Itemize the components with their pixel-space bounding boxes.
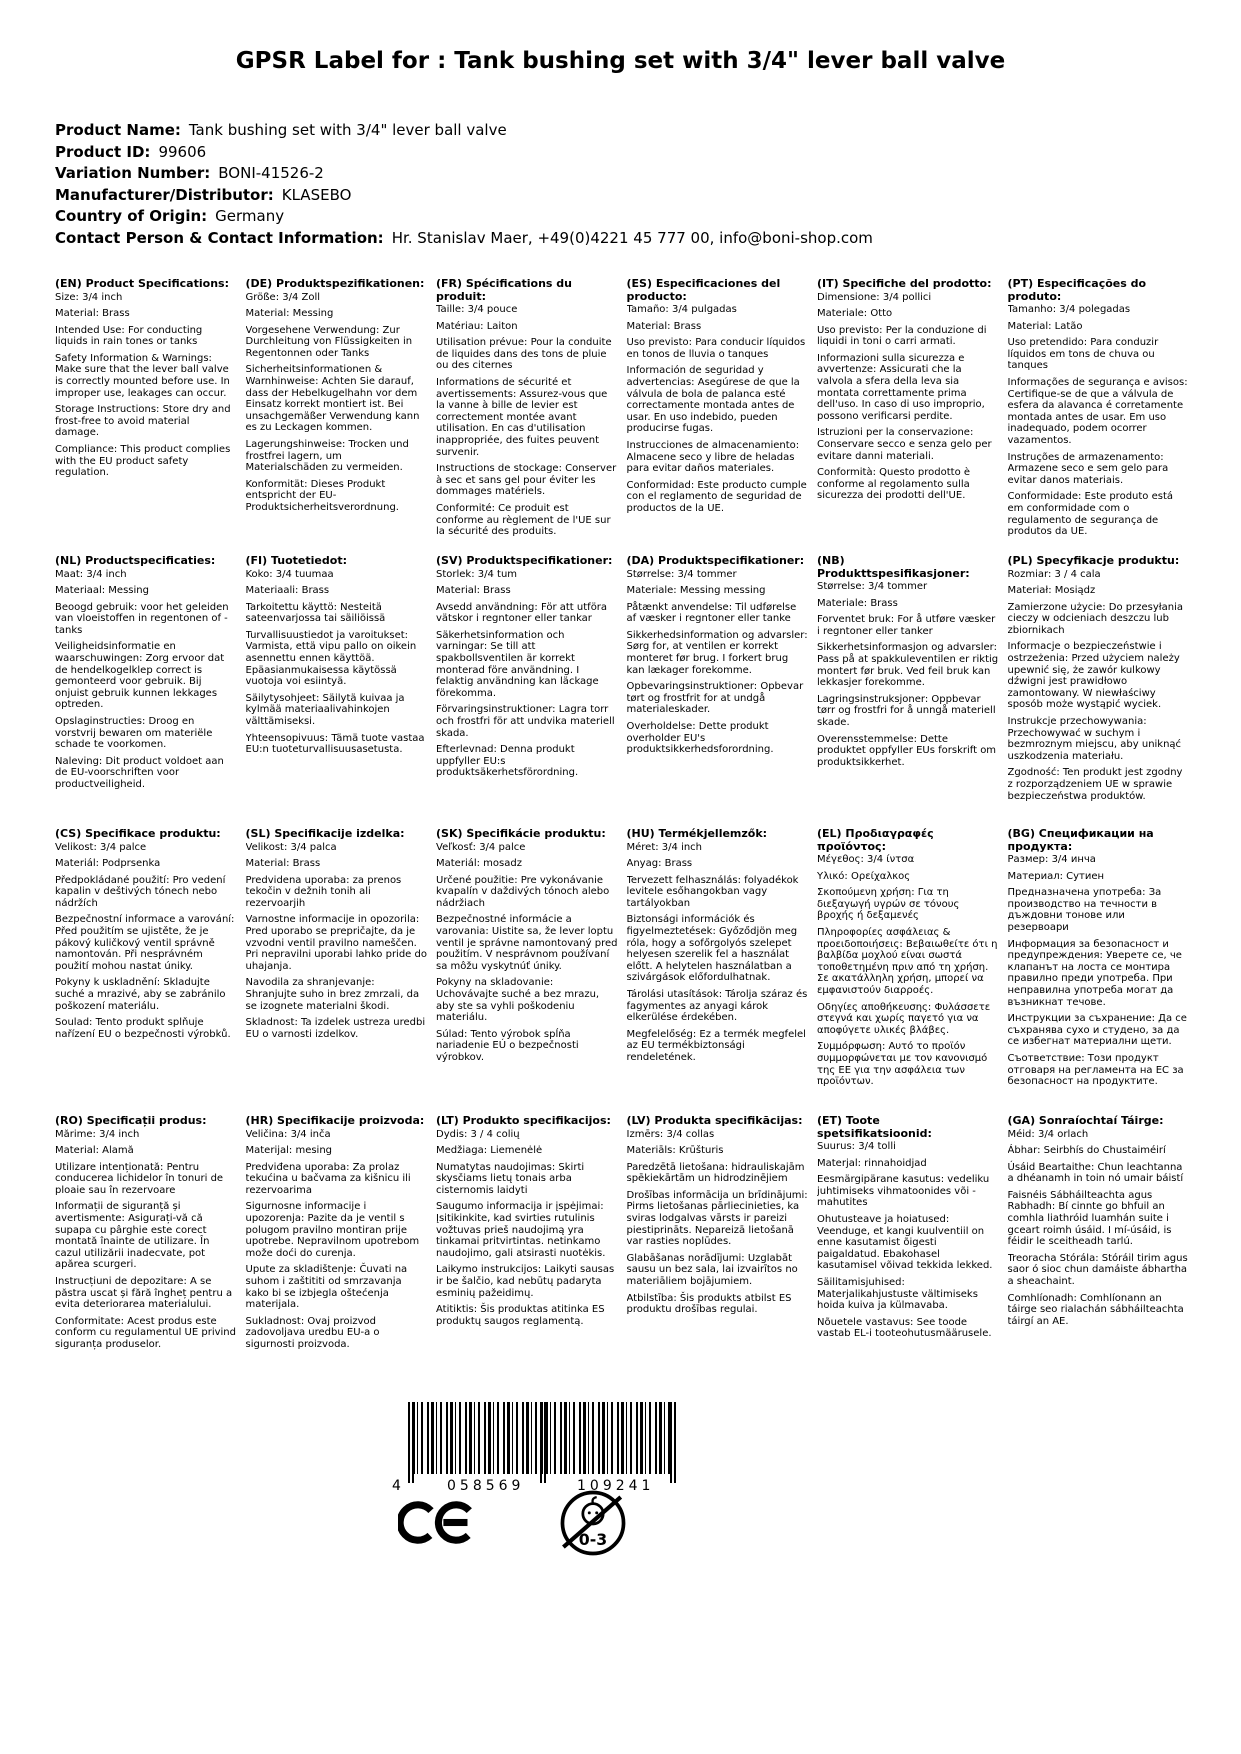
spec-paragraph: Размер: 3/4 инча bbox=[1007, 854, 1096, 865]
lang-block-paragraphs bbox=[246, 1129, 428, 1351]
spec-paragraph: Υλικό: Ορείχαλκος bbox=[817, 870, 911, 882]
spec-paragraph: Mărime: 3/4 inch bbox=[55, 1128, 140, 1140]
lang-block-sk bbox=[436, 828, 618, 1115]
product-info-row bbox=[55, 163, 1055, 185]
product-info-label: Product Name: bbox=[55, 121, 181, 139]
lang-block-bg bbox=[1008, 828, 1190, 1115]
spec-paragraph: Instrucțiuni de depozitare: A se păstra uscat și fără îngheț pentru a evita deteriorarea materialului. bbox=[55, 1276, 233, 1311]
lang-block-paragraphs bbox=[55, 292, 237, 479]
spec-paragraph: Méret: 3/4 inch bbox=[626, 841, 703, 853]
spec-paragraph: Drošības informācija un brīdinājumi: Pirms lietošanas pārliecinieties, ka sviras lodgalvas vārsts ir pareizi piestiprināts. Nepareizā lietošanā var rasties noplūdes. bbox=[626, 1189, 808, 1248]
spec-paragraph: Инструкции за съхранение: Да се съхранява сухо и студено, за да се избегнат материални щети. bbox=[1007, 1013, 1187, 1048]
product-info-value: Tank bushing set with 3/4" lever ball valve bbox=[188, 121, 507, 139]
spec-paragraph: Lagerungshinweise: Trocken und frostfrei lagern, um Materialschäden zu vermeiden. bbox=[245, 439, 409, 474]
barcode-left-digits: 058569 bbox=[447, 1478, 525, 1494]
spec-paragraph: Lagringsinstruksjoner: Oppbevar tørr og frostfri for å unngå materiell skade. bbox=[817, 693, 996, 728]
ce-mark-icon bbox=[398, 1494, 476, 1555]
spec-paragraph: Material: Brass bbox=[626, 320, 702, 332]
spec-paragraph: Conformitate: Acest produs este conform cu regulamentul UE privind siguranța produselor. bbox=[55, 1315, 236, 1350]
spec-paragraph: Utilizare intenționată: Pentru conducerea lichidelor în tonuri de ploaie sau în rezervoare bbox=[55, 1161, 224, 1196]
spec-paragraph: Určené použitie: Pre vykonávanie kvapalín v daždivých tónoch alebo nádržiach bbox=[436, 874, 610, 909]
lang-block-paragraphs bbox=[1008, 304, 1190, 538]
spec-paragraph: Materiāls: Krūšturis bbox=[626, 1145, 724, 1157]
spec-paragraph: Informacje o bezpieczeństwie i ostrzeżenia: Przed użyciem należy upewnić się, że zawór kulkowy dźwigni jest prawidłowo zamontowany. W niewłaściwy sposób może wystąpić wyciek. bbox=[1007, 641, 1180, 711]
lang-block-paragraphs bbox=[246, 842, 428, 1041]
spec-paragraph: Instrucciones de almacenamiento: Almacene seco y libre de heladas para evitar daños materiales. bbox=[626, 439, 800, 475]
spec-paragraph: Storlek: 3/4 tum bbox=[436, 568, 518, 580]
spec-paragraph: Conformité: Ce produit est conforme au règlement de l'UE sur la sécurité des produits. bbox=[436, 502, 611, 538]
lang-block-paragraphs bbox=[436, 569, 618, 780]
spec-paragraph: Materijal: mesing bbox=[245, 1145, 333, 1157]
lang-block-heading: (FR) Spécifications du produit: bbox=[436, 278, 573, 303]
spec-paragraph: Turvallisuustiedot ja varoitukset: Varmista, että vipu pallo on oikein asennettu ennen käyttöä. Epäasianmukaisessa käytössä vuotoja voi esiintyä. bbox=[245, 629, 417, 688]
spec-paragraph: Paredzētā lietošana: hidrauliskajām spēkiekārtām un hidrodzinējiem bbox=[626, 1161, 805, 1185]
lang-block-paragraphs bbox=[817, 854, 999, 1088]
spec-paragraph: Materiale: Otto bbox=[817, 308, 893, 320]
lang-block-paragraphs bbox=[627, 1129, 809, 1316]
spec-paragraph: Skladnost: Ta izdelek ustreza uredbi EU o varnosti izdelkov. bbox=[245, 1017, 426, 1040]
spec-paragraph: Materiale: Messing messing bbox=[626, 585, 766, 597]
lang-block-lt bbox=[436, 1115, 618, 1356]
spec-paragraph: Eesmärgipärane kasutus: vedeliku juhtimiseks vihmatoonides või -mahutites bbox=[817, 1174, 990, 1209]
spec-paragraph: Medžiaga: Liemenėlė bbox=[436, 1145, 543, 1157]
spec-paragraph: Varnostne informacije in opozorila: Pred uporabo se prepričajte, da je vzvodni ventil pravilno nameščen. Pri nepravilni uporabi lahko pride do uhajanja. bbox=[245, 914, 427, 972]
spec-paragraph: Sigurnosne informacije i upozorenja: Pazite da je ventil s polugom pravilno montiran prije upotrebe. Nepravilnom upotrebom može doći do curenja. bbox=[245, 1201, 420, 1259]
spec-paragraph: Safety Information & Warnings: Make sure that the lever ball valve is correctly mounted before use. In improper use, leakages can occur. bbox=[55, 352, 230, 399]
spec-paragraph: Materiaal: Messing bbox=[55, 585, 149, 597]
spec-paragraph: Größe: 3/4 Zoll bbox=[245, 291, 321, 303]
spec-paragraph: Sikkerhetsinformasjon og advarsler: Pass på at spakkuleventilen er riktig montert før bruk. Ved feil bruk kan lekkasjer forekomme. bbox=[817, 642, 999, 689]
lang-block-pl bbox=[1008, 555, 1190, 828]
lang-block-heading: (SL) Specifikacije izdelka: bbox=[245, 828, 405, 840]
spec-paragraph: Storage Instructions: Store dry and frost-free to avoid material damage. bbox=[55, 404, 231, 439]
lang-block-cs bbox=[55, 828, 237, 1115]
product-info-row bbox=[55, 228, 1055, 250]
product-info-label: Product ID: bbox=[55, 142, 151, 161]
spec-paragraph: Säilitamisjuhised: Materjalikahjustuste vältimiseks hoida kuiva ja külmavaba. bbox=[817, 1276, 978, 1312]
spec-paragraph: Naleving: Dit product voldoet aan de EU-voorschriften voor productveiligheid. bbox=[55, 755, 224, 790]
spec-paragraph: Materiaali: Brass bbox=[245, 585, 330, 597]
spec-paragraph: Utilisation prévue: Pour la conduite de liquides dans des tons de pluie ou des citernes bbox=[436, 337, 612, 372]
spec-paragraph: Intended Use: For conducting liquids in rain tones or tanks bbox=[55, 324, 203, 348]
spec-paragraph: Informații de siguranță și avertismente: Asigurați-vă că supapa cu pârghie este corect montată înainte de utilizare. În cazul utilizării inadecvate, pot apărea scurgeri. bbox=[55, 1201, 210, 1271]
spec-paragraph: Glabāšanas norādījumi: Uzglabāt sausu un bez sala, lai izvairītos no materiāliem bojājumiem. bbox=[626, 1252, 798, 1288]
spec-paragraph: Zamierzone użycie: Do przesyłania cieczy w odcieniach deszczu lub zbiornikach bbox=[1007, 601, 1183, 636]
lang-block-heading: (ES) Especificaciones del producto: bbox=[626, 278, 781, 303]
spec-paragraph: Σκοπούμενη χρήση: Για τη διεξαγωγή υγρών σε τόνους βροχής ή δεξαμενές bbox=[817, 887, 960, 922]
spec-paragraph: Velikost: 3/4 palca bbox=[245, 841, 337, 853]
product-info-value: BONI-41526-2 bbox=[218, 164, 324, 182]
spec-paragraph: Predviđena uporaba: Za prolaz tekućina u bačvama za kišnicu ili rezervoarima bbox=[245, 1161, 411, 1196]
spec-paragraph: Οδηγίες αποθήκευσης: Φυλάσσετε στεγνά και χωρίς παγετό για να αποφύγετε υλικές βλάβες. bbox=[817, 1001, 991, 1036]
lang-block-pt bbox=[1008, 278, 1190, 555]
spec-paragraph: Předpokládané použití: Pro vedení kapalin v deštivých tónech nebo nádržích bbox=[55, 874, 226, 909]
lang-block-paragraphs bbox=[246, 569, 428, 756]
spec-paragraph: Uso previsto: Per la conduzione di liquidi in toni o carri armati. bbox=[817, 324, 987, 348]
ean-barcode bbox=[392, 1402, 692, 1497]
lang-block-heading: (RO) Specificații produs: bbox=[55, 1115, 207, 1127]
lang-block-paragraphs bbox=[436, 304, 618, 538]
lang-block-it bbox=[817, 278, 999, 555]
spec-paragraph: Nõuetele vastavus: See toode vastab EL-i tooteohutusmäärusele. bbox=[817, 1316, 992, 1340]
spec-paragraph: Saugumo informacija ir įspėjimai: Įsitikinkite, kad svirties rutulinis vožtuvas prieš naudojimą yra tinkamai pritvirtintas. netinkamo naudojimo, gali atsirasti nuotėkis. bbox=[436, 1201, 606, 1259]
spec-paragraph: Suurus: 3/4 tolli bbox=[817, 1141, 896, 1152]
spec-paragraph: Veiligheidsinformatie en waarschuwingen: Zorg ervoor dat de hendelkogelklep correct is gemonteerd voor gebruik. Bij onjuist gebruik kunnen lekkages optreden. bbox=[55, 641, 225, 711]
spec-paragraph: Yhteensopivuus: Tämä tuote vastaa EU:n tuoteturvallisuusasetusta. bbox=[245, 732, 425, 756]
barcode-guard-bar bbox=[408, 1402, 410, 1483]
spec-paragraph: Tamaño: 3/4 pulgadas bbox=[626, 304, 737, 315]
spec-paragraph: Πληροφορίες ασφάλειας & προειδοποιήσεις: Βεβαιωθείτε ότι η βαλβίδα μοχλού είναι σωστά τοποθετημένη πριν από τη χρήση. Σε ακατάλληλη χρήση, μπορεί να εμφανιστούν διαρροές. bbox=[817, 926, 998, 996]
spec-paragraph: Påtænkt anvendelse: Til udførelse af væsker i regntoner eller tanke bbox=[626, 601, 797, 625]
spec-paragraph: Informations de sécurité et avertissements: Assurez-vous que la vanne à bille de levier est correctement montée avant utilisation. En cas d'utilisation inappropriée, des fuites peuvent survenir. bbox=[436, 376, 608, 458]
lang-block-heading: (IT) Specifiche del prodotto: bbox=[817, 278, 992, 290]
product-info-label: Variation Number: bbox=[55, 164, 211, 182]
lang-block-paragraphs bbox=[436, 1129, 618, 1328]
spec-paragraph: Материал: Сутиен bbox=[1007, 870, 1105, 882]
spec-paragraph: Upute za skladištenje: Čuvati na suhom i zaštititi od smrzavanja kako bi se izbjegla oštećenja materijala. bbox=[245, 1264, 408, 1311]
spec-paragraph: Rozmiar: 3 / 4 cala bbox=[1007, 568, 1101, 580]
spec-paragraph: Navodila za shranjevanje: Shranjujte suho in brez zmrzali, da se izognete materialni škodi. bbox=[245, 977, 420, 1012]
lang-block-et bbox=[817, 1115, 999, 1356]
lang-block-heading: (NB) Produkttspesifikasjoner: bbox=[817, 555, 970, 580]
spec-paragraph: Veličina: 3/4 inča bbox=[245, 1128, 331, 1140]
spec-paragraph: Conformidade: Este produto está em conformidade com o regulamento de segurança de produtos da UE. bbox=[1007, 491, 1174, 538]
lang-block-paragraphs bbox=[55, 842, 237, 1041]
spec-paragraph: Pokyny k uskladnění: Skladujte suché a mrazivé, aby se zabránilo poškození materiálu. bbox=[55, 977, 226, 1012]
product-info-label: Manufacturer/Distributor: bbox=[55, 185, 274, 204]
lang-block-paragraphs bbox=[817, 1141, 999, 1340]
spec-paragraph: Anyag: Brass bbox=[626, 858, 693, 870]
spec-paragraph: Sikkerhedsinformation og advarsler: Sørg for, at ventilen er korrekt monteret før brug. I forkert brug kan lækager forekomme. bbox=[626, 629, 808, 676]
lang-block-heading: (SK) Špecifikácie produktu: bbox=[436, 828, 606, 840]
barcode-lead-digit: 4 bbox=[392, 1478, 401, 1494]
spec-paragraph: Størrelse: 3/4 tommer bbox=[626, 568, 737, 580]
product-info-row bbox=[55, 142, 1055, 164]
spec-paragraph: Предназначена употреба: За производство на течности в дъждовни тонове или резервоари bbox=[1007, 887, 1162, 933]
page-title: GPSR Label for : Tank bushing set with 3/4" lever ball valve bbox=[235, 48, 1006, 74]
spec-paragraph: Opbevaringsinstruktioner: Opbevar tørt og frostfrit for at undgå materialeskader. bbox=[626, 681, 804, 716]
spec-paragraph: Atbilstība: Šis produkts atbilst ES produktu drošības regulai. bbox=[626, 1292, 792, 1316]
spec-paragraph: Информация за безопасност и предупреждения: Уверете се, че клапанът на лоста се монтира правилно преди употреба. При неправилна употреба могат да възникнат течове. bbox=[1007, 938, 1182, 1008]
lang-block-heading: (PL) Specyfikacje produktu: bbox=[1007, 555, 1180, 567]
spec-paragraph: Compliance: This product complies with the EU product safety regulation. bbox=[55, 444, 231, 479]
spec-paragraph: Συμμόρφωση: Αυτό το προϊόν συμμορφώνεται με τον κανονισμό της ΕΕ για την ασφάλεια των προϊόντων. bbox=[817, 1041, 988, 1088]
spec-paragraph: Størrelse: 3/4 tommer bbox=[817, 581, 928, 592]
lang-block-heading: (CS) Specifikace produktu: bbox=[55, 828, 221, 840]
lang-block-hu bbox=[627, 828, 809, 1115]
spec-paragraph: Informações de segurança e avisos: Certifique-se de que a válvula de esfera da alavanca é corretamente montada antes de usar. Em uso inadequado, podem ocorrer vazamentos. bbox=[1007, 376, 1188, 446]
lang-block-heading: (EN) Product Specifications: bbox=[55, 278, 229, 290]
spec-paragraph: Tamanho: 3/4 polegadas bbox=[1007, 304, 1131, 315]
spec-paragraph: Biztonsági információk és figyelmeztetések: Győződjön meg róla, hogy a sofőrgolyós szelepet helyesen szerelik fel a használat előtt. A helytelen használatban a szivárgások előfordulhatnak. bbox=[626, 914, 798, 984]
spec-paragraph: Tarkoitettu käyttö: Nesteitä sateenvarjossa tai säiliöissä bbox=[245, 601, 386, 625]
spec-paragraph: Koko: 3/4 tuumaa bbox=[245, 568, 334, 580]
spec-paragraph: Material: Messing bbox=[245, 308, 334, 320]
lang-block-da bbox=[627, 555, 809, 828]
spec-paragraph: Bezpečnostné informácie a varovania: Uistite sa, že lever loptu ventil je správne namontovaný pred použitím. V nesprávnom používaní sa môžu vyskytnúť úniky. bbox=[436, 914, 618, 972]
lang-block-paragraphs bbox=[55, 569, 237, 791]
lang-block-de bbox=[246, 278, 428, 555]
spec-paragraph: Instrukcje przechowywania: Przechowywać w suchym i bezmroznym miejscu, aby uniknąć uszkodzenia materiału. bbox=[1007, 716, 1182, 762]
spec-paragraph: Material: Brass bbox=[245, 858, 321, 870]
spec-paragraph: Ábhar: Seirbhís do Chustaiméirí bbox=[1007, 1145, 1166, 1157]
spec-paragraph: Konformität: Dieses Produkt entspricht der EU-Produktsicherheitsverordnung. bbox=[245, 478, 399, 513]
spec-paragraph: Matériau: Laiton bbox=[436, 320, 518, 332]
product-info-row bbox=[55, 206, 1055, 228]
spec-paragraph: Informazioni sulla sicurezza e avvertenze: Assicurati che la valvola a sfera della leva sia montata correttamente prima dell'uso. In caso di uso improprio, possono verificarsi perdite. bbox=[817, 352, 985, 422]
lang-block-es bbox=[627, 278, 809, 555]
spec-paragraph: Bezpečnostní informace a varování: Před použitím se ujistěte, že je pákový kuličkový ventil správně namontován. Při nesprávném použití mohou nastat úniky. bbox=[55, 914, 235, 972]
spec-paragraph: Veľkosť: 3/4 palce bbox=[436, 841, 526, 853]
spec-paragraph: Opslaginstructies: Droog en vorstvrij bewaren om materiële schade te voorkomen. bbox=[55, 716, 213, 751]
product-info bbox=[55, 120, 1055, 249]
lang-block-lv bbox=[627, 1115, 809, 1356]
spec-paragraph: Säkerhetsinformation och varningar: Se till att spakbollsventilen är korrekt monterad före användning. I felaktig användning kan läckage förekomma. bbox=[436, 629, 599, 699]
lang-block-paragraphs bbox=[627, 842, 809, 1064]
spec-paragraph: Material: Alamă bbox=[55, 1145, 134, 1157]
lang-block-sl bbox=[246, 828, 428, 1115]
spec-paragraph: Conformità: Questo prodotto è conforme al regolamento sulla sicurezza dei prodotti dell'UE. bbox=[817, 467, 971, 502]
lang-block-heading: (EL) Προδιαγραφές προϊόντος: bbox=[817, 828, 934, 853]
spec-paragraph: Velikost: 3/4 palce bbox=[55, 841, 147, 853]
spec-paragraph: Predvidena uporaba: za prenos tekočin v dežnih tonih ali rezervoarjih bbox=[245, 874, 402, 909]
spec-paragraph: Instruções de armazenamento: Armazene seco e sem gelo para evitar danos materiais. bbox=[1007, 451, 1169, 486]
spec-paragraph: Uso previsto: Para conducir líquidos en tonos de lluvia o tanques bbox=[626, 337, 806, 360]
language-blocks-grid bbox=[55, 278, 1189, 1356]
spec-paragraph: Pokyny na skladovanie: Uchovávajte suché a bez mrazu, aby ste sa vyhli poškodeniu materiálu. bbox=[436, 977, 600, 1024]
spec-paragraph: Säilytysohjeet: Säilytä kuivaa ja kylmää materiaalivahinkojen välttämiseksi. bbox=[245, 692, 405, 728]
spec-paragraph: Overensstemmelse: Dette produktet oppfyller EUs forskrift om produktsikkerhet. bbox=[817, 733, 997, 768]
spec-paragraph: Materiale: Brass bbox=[817, 597, 898, 609]
product-info-value: Hr. Stanislav Maer, +49(0)4221 45 777 00, info@boni-shop.com bbox=[391, 228, 873, 247]
product-info-value: KLASEBO bbox=[281, 185, 352, 204]
lang-block-en bbox=[55, 278, 237, 555]
lang-block-heading: (NL) Productspecificaties: bbox=[55, 555, 216, 567]
age-warning-icon bbox=[556, 1486, 630, 1564]
spec-paragraph: Efterlevnad: Denna produkt uppfyller EU:s produktsäkerhetsförordning. bbox=[436, 744, 579, 779]
lang-block-heading: (DE) Produktspezifikationen: bbox=[245, 278, 425, 290]
barcode-guard-bar bbox=[544, 1402, 546, 1483]
lang-block-paragraphs bbox=[817, 292, 999, 503]
age-warning-label: 0-3 bbox=[578, 1530, 608, 1550]
lang-block-paragraphs bbox=[55, 1129, 237, 1351]
lang-block-paragraphs bbox=[1008, 1129, 1190, 1328]
spec-paragraph: Dydis: 3 / 4 colių bbox=[436, 1128, 520, 1140]
spec-paragraph: Overholdelse: Dette produkt overholder EU's produktsikkerhedsforordning. bbox=[626, 721, 774, 756]
spec-paragraph: Materiál: Podprsenka bbox=[55, 858, 161, 870]
barcode-bars bbox=[408, 1402, 676, 1474]
spec-paragraph: Vorgesehene Verwendung: Zur Durchleitung von Flüssigkeiten in Regentonnen oder Tanks bbox=[245, 324, 413, 359]
spec-paragraph: Tervezett felhasználás: folyadékok levitele esőhangokban vagy tartályokban bbox=[626, 874, 799, 909]
lang-block-nl bbox=[55, 555, 237, 828]
barcode-guard-bar bbox=[412, 1402, 414, 1483]
lang-block-fi bbox=[246, 555, 428, 828]
lang-block-heading: (GA) Sonraíochtaí Táirge: bbox=[1007, 1115, 1164, 1127]
spec-paragraph: Méid: 3/4 orlach bbox=[1007, 1128, 1089, 1140]
lang-block-ga bbox=[1008, 1115, 1190, 1356]
spec-paragraph: Numatytas naudojimas: Skirti skysčiams lietų tonais arba cisternomis laidyti bbox=[436, 1161, 585, 1196]
lang-block-sv bbox=[436, 555, 618, 828]
spec-paragraph: Comhlíonadh: Comhlíonann an táirge seo rialachán sábháilteachta táirgí an AE. bbox=[1007, 1292, 1184, 1327]
lang-block-heading: (DA) Produktspecifikationer: bbox=[626, 555, 805, 567]
lang-block-heading: (LV) Produkta specifikācijas: bbox=[626, 1115, 803, 1127]
lang-block-nb bbox=[817, 555, 999, 828]
spec-paragraph: Laikymo instrukcijos: Laikyti sausas ir be šalčio, kad nebūtų padaryta esminių pažeidimų. bbox=[436, 1264, 615, 1299]
spec-paragraph: Size: 3/4 inch bbox=[55, 291, 123, 303]
lang-block-paragraphs bbox=[817, 581, 999, 768]
spec-paragraph: Materiał: Mosiądz bbox=[1007, 585, 1096, 597]
lang-block-paragraphs bbox=[1008, 569, 1190, 803]
lang-block-paragraphs bbox=[436, 842, 618, 1064]
spec-paragraph: Förvaringsinstruktioner: Lagra torr och frostfri för att undvika materiell skada. bbox=[436, 704, 615, 739]
spec-paragraph: Съответствие: Този продукт отговаря на регламента на ЕС за безопасност на продуктите. bbox=[1007, 1052, 1184, 1088]
lang-block-heading: (ET) Toote spetsifikatsioonid: bbox=[817, 1115, 932, 1140]
spec-paragraph: Materiál: mosadz bbox=[436, 858, 522, 870]
product-info-row bbox=[55, 185, 1055, 207]
lang-block-paragraphs bbox=[627, 569, 809, 756]
lang-block-paragraphs bbox=[246, 292, 428, 514]
spec-paragraph: Atitiktis: Šis produktas atitinka ES produktų saugos reglamentą. bbox=[436, 1304, 605, 1327]
spec-paragraph: Instructions de stockage: Conserver à sec et sans gel pour éviter les dommages matériels. bbox=[436, 463, 617, 498]
barcode-guard-bar bbox=[670, 1402, 672, 1483]
spec-paragraph: Treoracha Stórála: Stóráil tirim agus saor ó sioc chun damáiste ábhartha a sheachaint. bbox=[1007, 1252, 1188, 1288]
spec-paragraph: Ohutusteave ja hoiatused: Veenduge, et kangi kuulventiil on enne kasutamist õigesti paigaldatud. Ebakohasel kasutamisel võivad tekkida lekked. bbox=[817, 1213, 993, 1272]
spec-paragraph: Material: Brass bbox=[55, 308, 130, 320]
spec-paragraph: Materjal: rinnahoidjad bbox=[817, 1157, 927, 1169]
spec-paragraph: Tárolási utasítások: Tárolja száraz és fagymentes az anyagi károk elkerülése érdekében. bbox=[626, 989, 808, 1024]
spec-paragraph: Taille: 3/4 pouce bbox=[436, 304, 518, 315]
spec-paragraph: Megfelelőség: Ez a termék megfelel az EU termékbiztonsági rendeletének. bbox=[626, 1028, 806, 1063]
spec-paragraph: Soulad: Tento produkt splňuje nařízení EU o bezpečnosti výrobků. bbox=[55, 1017, 231, 1040]
spec-paragraph: Μέγεθος: 3/4 ίντσα bbox=[817, 854, 915, 865]
spec-paragraph: Dimensione: 3/4 pollici bbox=[817, 291, 932, 303]
spec-paragraph: Sukladnost: Ovaj proizvod zadovoljava uredbu EU-a o sigurnosti proizvoda. bbox=[245, 1315, 380, 1350]
spec-paragraph: Información de seguridad y advertencias: Asegúrese de que la válvula de bola de palanca esté correctamente montada antes de usar. En uso indebido, pueden producirse fugas. bbox=[626, 365, 800, 435]
product-info-label: Country of Origin: bbox=[55, 207, 208, 225]
barcode-right-digits: 109241 bbox=[577, 1478, 655, 1494]
spec-paragraph: Avsedd användning: För att utföra vätskor i regntoner eller tankar bbox=[436, 601, 608, 625]
lang-block-fr bbox=[436, 278, 618, 555]
lang-block-heading: (HU) Termékjellemzők: bbox=[626, 828, 768, 840]
lang-block-el bbox=[817, 828, 999, 1115]
spec-paragraph: Maat: 3/4 inch bbox=[55, 568, 127, 580]
barcode-guard-bar bbox=[540, 1402, 542, 1483]
spec-paragraph: Súlad: Tento výrobok spĺňa nariadenie EÚ o bezpečnosti výrobkov. bbox=[436, 1028, 579, 1063]
lang-block-paragraphs bbox=[627, 304, 809, 515]
product-info-value: Germany bbox=[215, 207, 285, 225]
lang-block-hr bbox=[246, 1115, 428, 1356]
product-info-label: Contact Person & Contact Information: bbox=[55, 228, 384, 247]
lang-block-heading: (BG) Спецификации на продукта: bbox=[1007, 828, 1154, 853]
spec-paragraph: Uso pretendido: Para conduzir líquidos em tons de chuva ou tanques bbox=[1007, 337, 1159, 372]
product-info-row bbox=[55, 120, 1055, 142]
lang-block-paragraphs bbox=[1008, 854, 1190, 1088]
lang-block-heading: (SV) Produktspecifikationer: bbox=[436, 555, 613, 567]
spec-paragraph: Istruzioni per la conservazione: Conservare secco e senza gelo per evitare danni materiali. bbox=[817, 427, 992, 462]
barcode-guard-bar bbox=[674, 1402, 676, 1483]
lang-block-heading: (PT) Especificações do produto: bbox=[1007, 278, 1147, 303]
spec-paragraph: Material: Brass bbox=[436, 585, 511, 597]
spec-paragraph: Zgodność: Ten produkt jest zgodny z rozporządzeniem UE w sprawie bezpieczeństwa produktów. bbox=[1007, 767, 1183, 802]
spec-paragraph: Beoogd gebruik: voor het geleiden van vloeistoffen in regentonen of -tanks bbox=[55, 601, 229, 636]
lang-block-heading: (HR) Specifikacije proizvoda: bbox=[245, 1115, 425, 1127]
spec-paragraph: Forventet bruk: For å utføre væsker i regntoner eller tanker bbox=[817, 614, 996, 637]
spec-paragraph: Úsáid Beartaithe: Chun leachtanna a dhéanamh in toin nó umair báistí bbox=[1007, 1161, 1184, 1185]
product-info-value: 99606 bbox=[158, 142, 207, 161]
spec-paragraph: Material: Latão bbox=[1007, 320, 1083, 332]
spec-paragraph: Izmērs: 3/4 collas bbox=[626, 1128, 715, 1140]
lang-block-heading: (LT) Produkto specifikacijos: bbox=[436, 1115, 611, 1127]
spec-paragraph: Sicherheitsinformationen & Warnhinweise: Achten Sie darauf, dass der Hebelkugelhahn vor dem Einsatz korrekt montiert ist. Bei unsachgemäßer Verwendung kann es zu Leckagen kommen. bbox=[245, 364, 420, 434]
lang-block-ro bbox=[55, 1115, 237, 1356]
spec-paragraph: Faisnéis Sábháilteachta agus Rabhadh: Bí cinnte go bhfuil an comhla liathróid luamhán suite i gceart roimh úsáid. I mí-úsáid, is féidir le sceitheadh tarlú. bbox=[1007, 1189, 1172, 1248]
spec-paragraph: Conformidad: Este producto cumple con el reglamento de seguridad de productos de la UE. bbox=[626, 479, 807, 514]
lang-block-heading: (FI) Tuotetiedot: bbox=[245, 555, 347, 567]
